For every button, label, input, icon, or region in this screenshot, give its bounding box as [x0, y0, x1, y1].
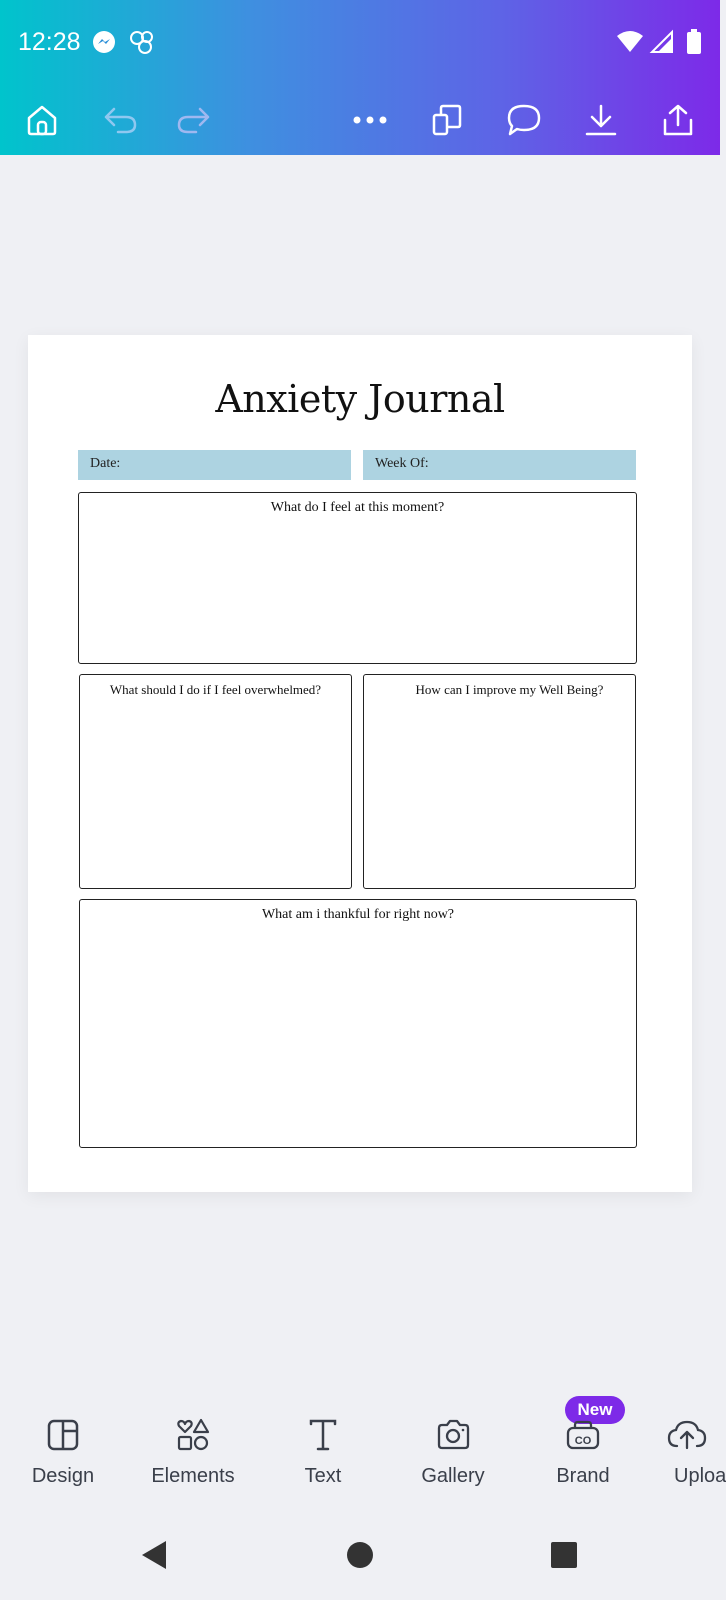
bubbles-icon	[128, 29, 158, 59]
battery-icon	[686, 29, 702, 59]
new-badge: New	[565, 1396, 625, 1424]
upload-cloud-icon	[667, 1418, 707, 1452]
text-icon	[308, 1418, 338, 1452]
system-nav-bar	[0, 1510, 720, 1600]
wifi-icon	[616, 30, 644, 58]
back-icon	[139, 1539, 169, 1571]
feel-prompt-text: What do I feel at this moment?	[270, 500, 445, 515]
status-time: 12:28	[18, 28, 81, 56]
comment-button[interactable]	[498, 94, 550, 146]
signal-icon	[650, 30, 674, 58]
journal-title[interactable]: Anxiety Journal	[215, 377, 505, 421]
elements-icon	[176, 1418, 210, 1452]
wellbeing-prompt-box[interactable]	[363, 674, 636, 889]
overwhelmed-prompt-text: What should I do if I feel overwhelmed?	[109, 682, 322, 697]
home-nav-button[interactable]	[340, 1535, 380, 1575]
journal-page[interactable]	[28, 335, 692, 1192]
dock-uploads[interactable]	[653, 1415, 726, 1505]
share-button[interactable]	[652, 94, 704, 146]
dock-elements[interactable]	[133, 1415, 253, 1505]
dock-design[interactable]	[3, 1415, 123, 1505]
pages-icon	[431, 103, 463, 137]
redo-icon	[176, 105, 212, 135]
dock-gallery[interactable]	[393, 1415, 513, 1505]
dock-design-label: Design	[31, 1465, 95, 1487]
dock-text-label: Text	[304, 1465, 342, 1487]
recents-button[interactable]	[544, 1535, 584, 1575]
brand-icon	[565, 1418, 601, 1452]
download-button[interactable]	[575, 94, 627, 146]
download-icon	[584, 103, 618, 137]
pages-button[interactable]	[421, 94, 473, 146]
app-header	[0, 0, 720, 155]
thankful-prompt-text: What am i thankful for right now?	[261, 907, 455, 922]
design-canvas[interactable]	[0, 155, 720, 1375]
home-icon	[25, 103, 59, 137]
comment-icon	[506, 103, 542, 137]
overwhelmed-prompt-box[interactable]	[79, 674, 352, 889]
dock-brand-label: Brand	[556, 1465, 610, 1487]
dock-text[interactable]	[263, 1415, 383, 1505]
design-icon	[46, 1418, 80, 1452]
svg-text:CO: CO	[574, 1435, 592, 1447]
home-circle-icon	[346, 1541, 374, 1569]
messenger-icon	[92, 30, 116, 58]
feel-prompt-box[interactable]	[78, 492, 637, 664]
editor-tool-dock	[0, 1375, 726, 1510]
week-of-label[interactable]: Week Of:	[363, 450, 636, 480]
home-button[interactable]	[16, 94, 68, 146]
date-label[interactable]: Date:	[78, 450, 351, 480]
dock-elements-label: Elements	[151, 1465, 235, 1487]
camera-icon	[435, 1419, 471, 1451]
dock-gallery-label: Gallery	[421, 1465, 485, 1487]
wellbeing-prompt-text: How can I improve my Well Being?	[415, 682, 604, 697]
undo-button[interactable]	[94, 94, 146, 146]
undo-icon	[102, 105, 138, 135]
editor-toolbar	[0, 86, 720, 155]
dock-uploads-label: Uploa	[674, 1465, 726, 1487]
more-button[interactable]	[344, 94, 396, 146]
more-icon	[352, 115, 388, 125]
share-icon	[661, 103, 695, 137]
thankful-prompt-box[interactable]	[79, 899, 637, 1148]
dock-brand[interactable]	[523, 1415, 643, 1505]
status-bar	[0, 0, 720, 86]
back-button[interactable]	[134, 1535, 174, 1575]
redo-button[interactable]	[168, 94, 220, 146]
recents-icon	[550, 1541, 578, 1569]
